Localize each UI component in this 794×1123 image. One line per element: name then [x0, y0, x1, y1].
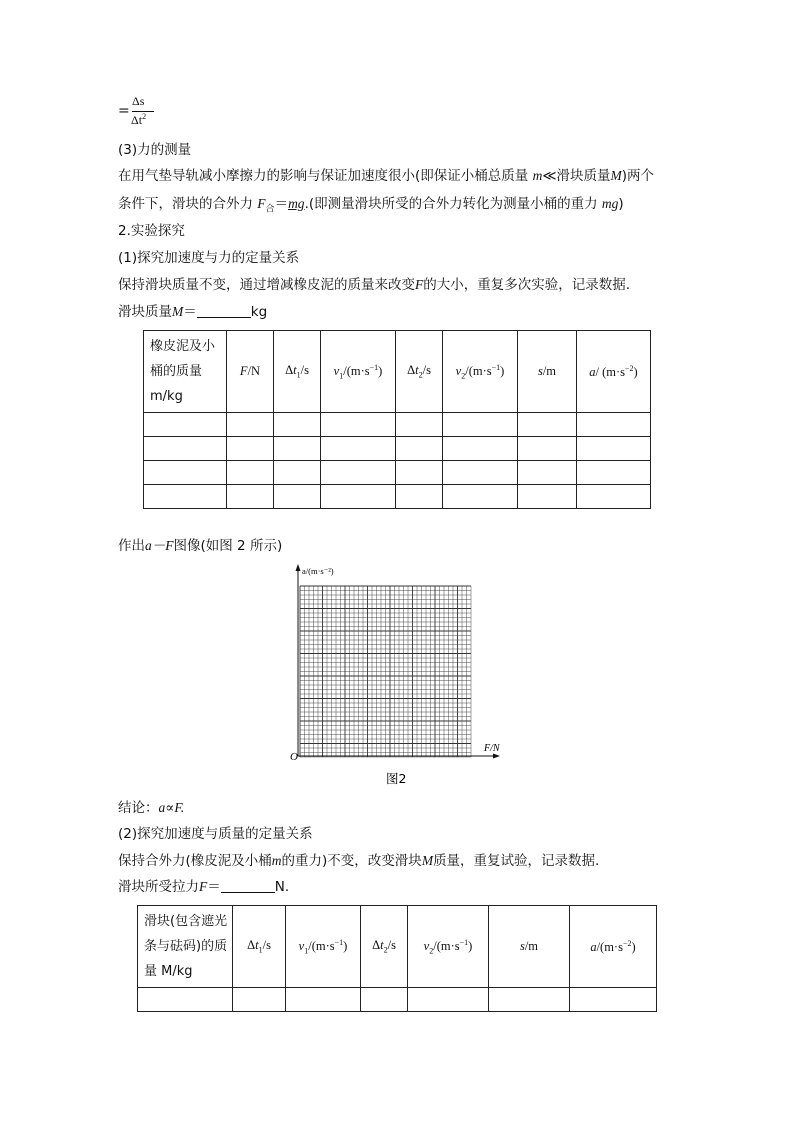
table-cell[interactable] [321, 437, 396, 461]
th-dt2: $\Delta t_2/s$ [396, 331, 443, 413]
force-blank[interactable] [221, 878, 275, 893]
conclusion [118, 798, 184, 818]
force-line2-b: .(即测量滑块所受的合外力转化为测量小桶的重力 [304, 196, 602, 212]
var-F-2: F [415, 277, 424, 292]
table-row [144, 485, 651, 509]
var-M: M [610, 168, 622, 183]
graph-caption-a: 作出 [118, 538, 145, 554]
table-cell[interactable] [577, 413, 651, 437]
table-cell[interactable] [577, 461, 651, 485]
table-cell[interactable] [321, 485, 396, 509]
table2-lead-header: 滑块(包含遮光条与砝码)的质量 M/kg [138, 906, 233, 988]
table-cell[interactable] [274, 437, 321, 461]
part2-heading: (2)探究加速度与质量的定量关系 [118, 826, 313, 842]
part1-desc-b: 的大小，重复多次实验，记录数据. [423, 277, 631, 293]
part2-desc-c: 质量，重复试验，记录数据. [433, 853, 600, 869]
table-cell[interactable] [396, 485, 443, 509]
force-line2-c: ) [618, 196, 624, 212]
force-line1-c: )两个 [621, 168, 654, 184]
table-row [138, 988, 657, 1012]
table-cell[interactable] [489, 988, 570, 1012]
formula-den-base: Δt [131, 113, 143, 127]
table-cell[interactable] [138, 988, 233, 1012]
exp-heading: 2.实验探究 [118, 223, 185, 239]
x-axis-label: F/N [484, 743, 500, 754]
table-cell[interactable] [286, 988, 361, 1012]
delta-formula [118, 94, 158, 134]
table-cell[interactable] [443, 413, 518, 437]
var-F: F [257, 196, 266, 211]
formula-den-exp: 2 [142, 112, 147, 121]
th-F: F/N [227, 331, 274, 413]
table-cell[interactable] [144, 413, 227, 437]
mass-table [137, 905, 657, 1012]
part2-desc [118, 851, 599, 871]
var-m: m [532, 168, 543, 183]
var-m-2: m [271, 853, 282, 868]
table-cell[interactable] [144, 485, 227, 509]
table-row [144, 413, 651, 437]
sub-he: 合 [265, 204, 275, 215]
mass-eq: ＝ [183, 304, 197, 320]
mass-blank[interactable] [197, 303, 251, 318]
table-cell[interactable] [577, 437, 651, 461]
graph-title: 图2 [386, 771, 407, 786]
y-axis-arrow [296, 564, 301, 571]
th2-dt1: $\Delta t_1/s$ [233, 906, 286, 988]
table-cell[interactable] [227, 461, 274, 485]
part1-heading: (1)探究加速度与力的定量关系 [118, 250, 300, 266]
table-cell[interactable] [570, 988, 657, 1012]
part1-desc [118, 275, 630, 295]
th2-v2: $v_2/(m\cdot s^{-1})$ [408, 906, 489, 988]
th2-dt2: $\Delta t_2/s$ [361, 906, 408, 988]
table-cell[interactable] [396, 437, 443, 461]
table-cell[interactable] [518, 413, 577, 437]
force-line-1 [118, 166, 654, 186]
table-cell[interactable] [227, 413, 274, 437]
var-M-3: M [421, 853, 434, 868]
table-row [144, 461, 651, 485]
force-eq: ＝ [207, 879, 221, 895]
mass-unit: kg [250, 304, 268, 320]
y-axis-label: a/(m·s⁻²) [302, 566, 334, 576]
force-label: 滑块所受拉力 [118, 879, 199, 895]
force-line1-b: ≪滑块质量 [542, 168, 611, 184]
conclusion-expr: a∝F. [158, 800, 185, 815]
table-cell[interactable] [443, 437, 518, 461]
var-M-2: M [172, 304, 184, 319]
table-cell[interactable] [518, 437, 577, 461]
formula-denominator [131, 112, 146, 128]
conclusion-label: 结论： [118, 800, 159, 816]
var-mg: mg [288, 196, 305, 211]
th-a: a/ $(m\cdot s^{-2})$ [577, 331, 651, 413]
formula-equals: = [118, 103, 130, 119]
table-cell[interactable] [577, 485, 651, 509]
force-line2-eq: ＝ [274, 196, 289, 212]
th2-s: s/m [489, 906, 570, 988]
table-row [144, 437, 651, 461]
th-dt1: $\Delta t_1/s$ [274, 331, 321, 413]
graph-grid [300, 586, 471, 757]
table-cell[interactable] [144, 461, 227, 485]
table-cell[interactable] [233, 988, 286, 1012]
table-cell[interactable] [443, 485, 518, 509]
table-cell[interactable] [518, 461, 577, 485]
table-cell[interactable] [144, 437, 227, 461]
table-cell[interactable] [396, 413, 443, 437]
table-cell[interactable] [227, 485, 274, 509]
th2-v1: $v_1/(m\cdot s^{-1})$ [286, 906, 361, 988]
table-cell[interactable] [227, 437, 274, 461]
origin-label: O [290, 751, 298, 763]
part1-desc-a: 保持滑块质量不变，通过增减橡皮泥的质量来改变 [118, 277, 415, 293]
th2-a: $a/(m\cdot s^{-2})$ [570, 906, 657, 988]
formula-numerator: Δs [132, 94, 145, 108]
force-value-line [118, 877, 289, 897]
th-s: s/m [518, 331, 577, 413]
force-table [143, 330, 651, 509]
var-F-3: F [199, 879, 208, 894]
part2-desc-a: 保持合外力(橡皮泥及小桶 [118, 853, 272, 869]
table-cell[interactable] [361, 988, 408, 1012]
force-line2-a: 条件下，滑块的合外力 [118, 196, 258, 212]
table-cell[interactable] [274, 485, 321, 509]
table-cell[interactable] [408, 988, 489, 1012]
mass-line [118, 302, 267, 322]
table1-lead-header: 橡皮泥及小桶的质量 m/kg [144, 331, 227, 413]
table-cell[interactable] [396, 461, 443, 485]
force-unit: N. [274, 879, 290, 895]
table-cell[interactable] [518, 485, 577, 509]
th-v2: $v_2/(m\cdot s^{-1})$ [443, 331, 518, 413]
table-cell[interactable] [274, 461, 321, 485]
table-cell[interactable] [321, 413, 396, 437]
var-mg2: mg [601, 196, 619, 211]
graph-caption-b: 图像(如图 2 所示) [173, 538, 283, 554]
force-heading: (3)力的测量 [118, 142, 192, 158]
table-cell[interactable] [443, 461, 518, 485]
a-F-graph [280, 560, 520, 792]
th-v1: $v_1/(m\cdot s^{-1})$ [321, 331, 396, 413]
mass-table-header [138, 906, 657, 988]
part2-desc-b: 的重力)不变，改变滑块 [281, 853, 422, 869]
force-line-2 [118, 194, 624, 220]
force-line1-a: 在用气垫导轨减小摩擦力的影响与保证加速度很小(即保证小桶总质量 [118, 168, 533, 184]
x-axis-arrow [493, 754, 500, 759]
graph-caption [118, 536, 282, 556]
table-cell[interactable] [274, 413, 321, 437]
graph-caption-expr: a－F [145, 538, 174, 553]
table-cell[interactable] [321, 461, 396, 485]
mass-label: 滑块质量 [118, 304, 172, 320]
force-table-header [144, 331, 651, 413]
